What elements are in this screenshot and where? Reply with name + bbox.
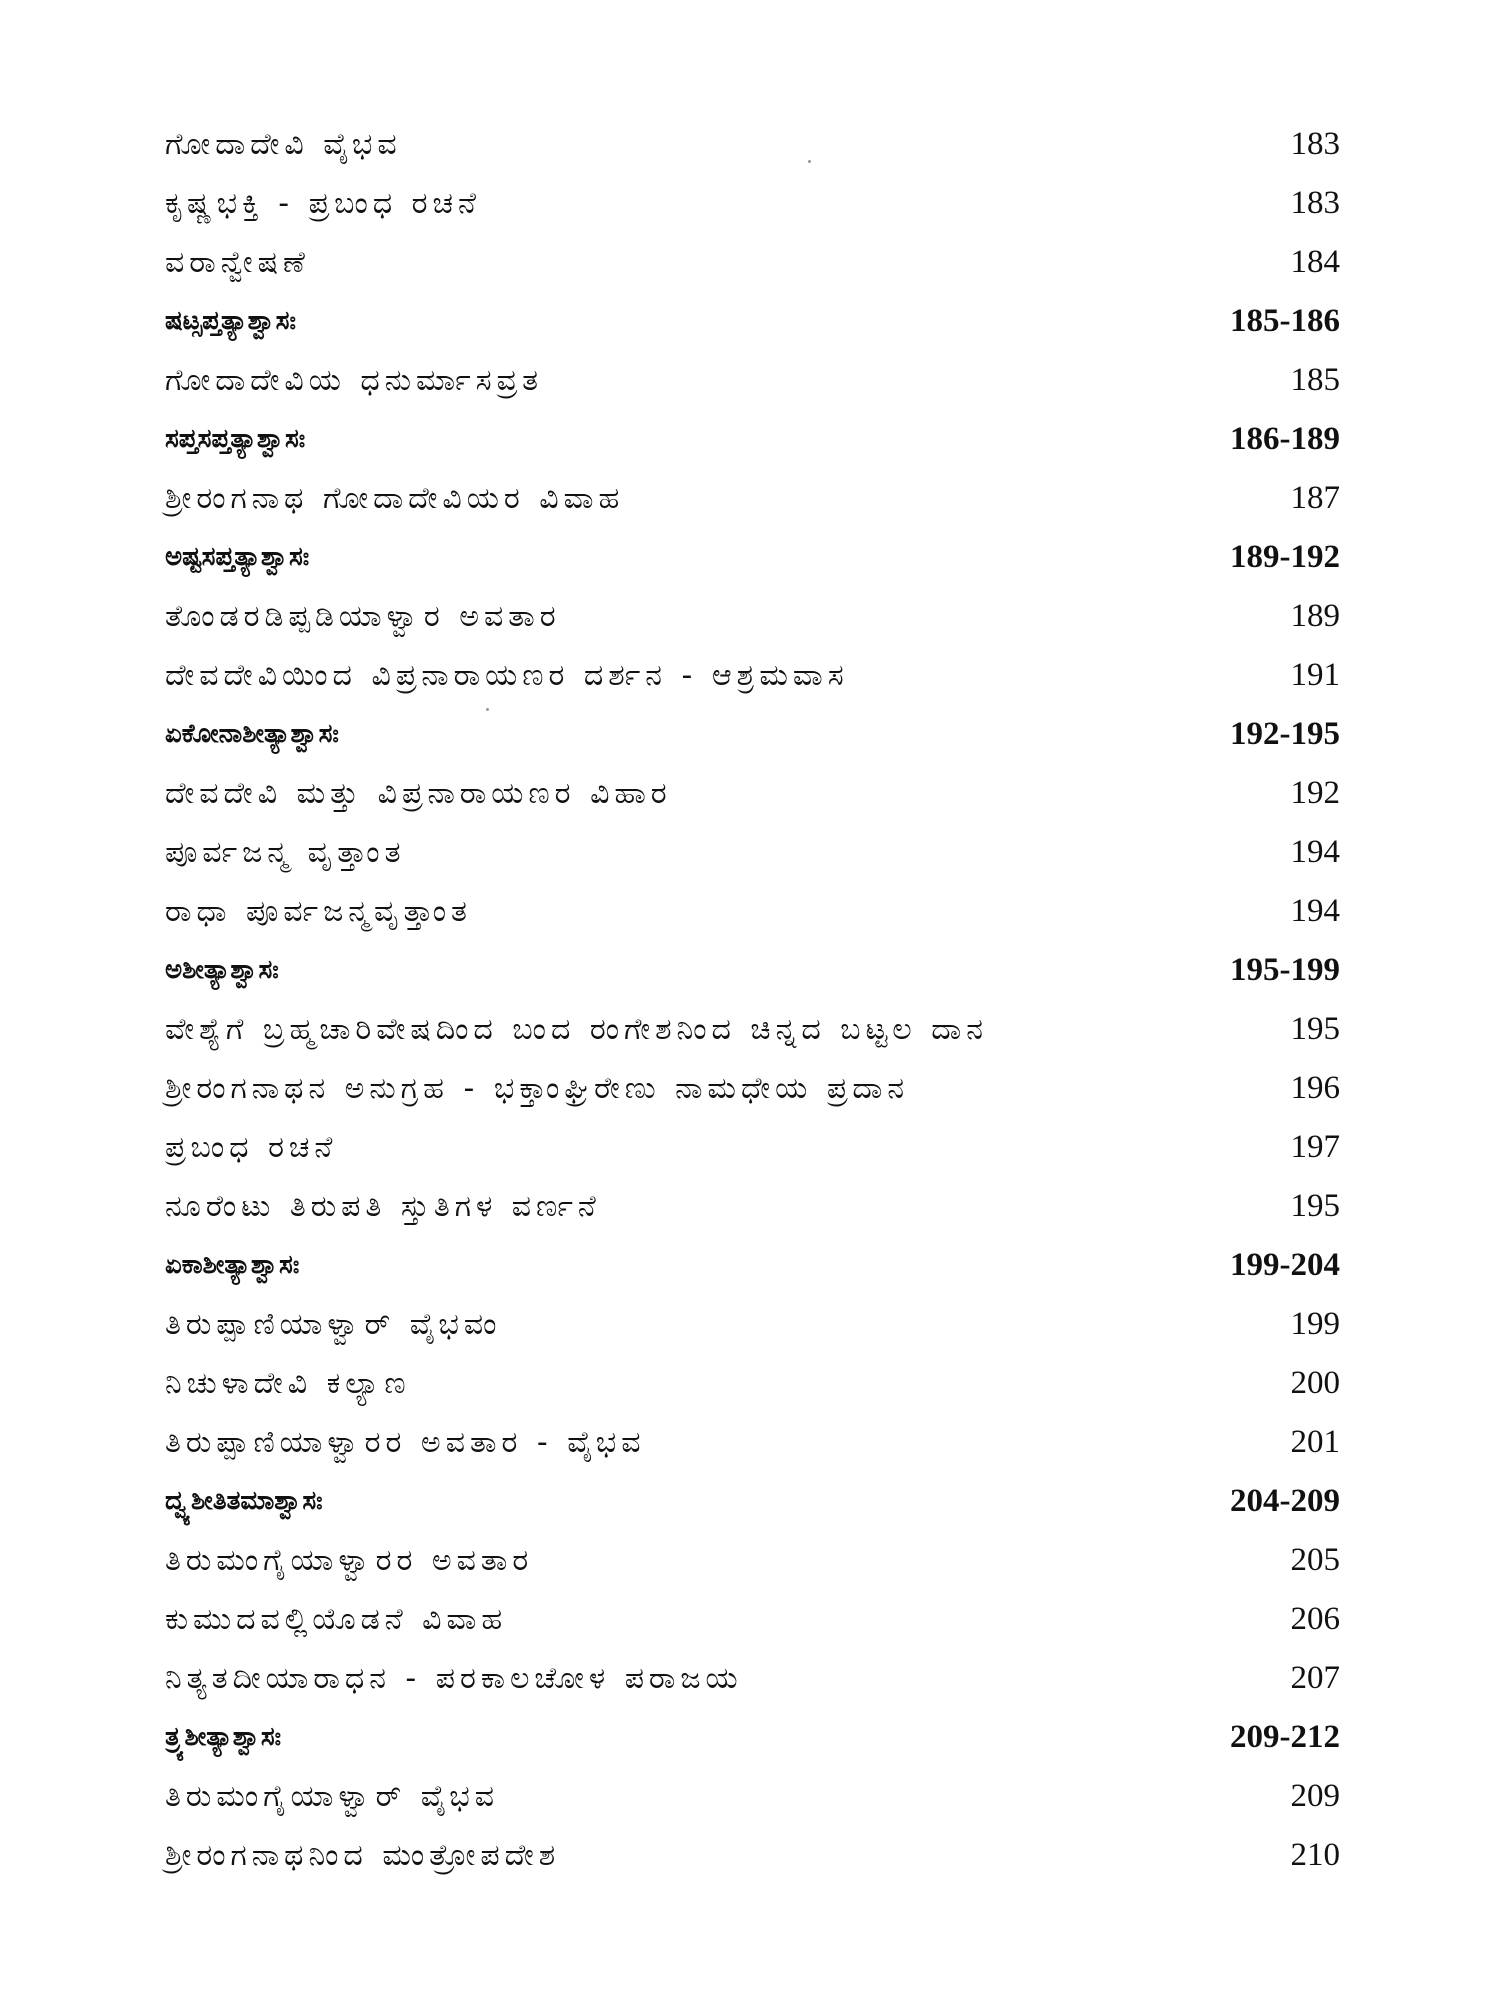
entry-title: ತಿರುಮಂಗೈಯಾಳ್ವಾರ್ ವೈಭವ bbox=[165, 1779, 500, 1814]
entry-page-number: 195 bbox=[1290, 1188, 1340, 1224]
toc-section-heading bbox=[165, 941, 1340, 1000]
entry-title: ಪ್ರಬಂಧ ರಚನೆ bbox=[165, 1130, 338, 1165]
entry-page-number: 200 bbox=[1290, 1365, 1340, 1401]
section-title: ಸಪ್ತಸಪ್ತತ್ಯಾಶ್ವಾಸಃ bbox=[165, 424, 306, 454]
toc-entry bbox=[165, 882, 1340, 941]
entry-page-number: 187 bbox=[1290, 480, 1340, 516]
entry-page-number: 197 bbox=[1290, 1129, 1340, 1165]
section-title: ಏಕೋನಾಶೀತ್ಯಾಶ್ವಾಸಃ bbox=[165, 719, 339, 749]
entry-title: ತಿರುಮಂಗೈಯಾಳ್ವಾರರ ಅವತಾರ bbox=[165, 1543, 534, 1578]
entry-page-number: 189 bbox=[1290, 598, 1340, 634]
entry-page-number: 195 bbox=[1290, 1011, 1340, 1047]
toc-entry bbox=[165, 1295, 1340, 1354]
entry-title: ಕುಮುದವಲ್ಲಿಯೊಡನೆ ವಿವಾಹ bbox=[165, 1602, 508, 1637]
toc-entry bbox=[165, 1649, 1340, 1708]
toc-section-heading bbox=[165, 528, 1340, 587]
entry-page-number: 194 bbox=[1290, 834, 1340, 870]
toc-section-heading bbox=[165, 410, 1340, 469]
toc-section-heading bbox=[165, 1236, 1340, 1295]
toc-entry bbox=[165, 764, 1340, 823]
entry-page-number: 206 bbox=[1290, 1601, 1340, 1637]
toc-entry bbox=[165, 469, 1340, 528]
entry-page-number: 183 bbox=[1290, 126, 1340, 162]
toc-entry bbox=[165, 1826, 1340, 1885]
toc-section-heading bbox=[165, 1472, 1340, 1531]
toc-entry bbox=[165, 1354, 1340, 1413]
section-title: ದ್ವ್ಯಶೀತಿತಮಾಶ್ವಾಸಃ bbox=[165, 1486, 323, 1516]
toc-entry bbox=[165, 1590, 1340, 1649]
toc-section-heading bbox=[165, 1708, 1340, 1767]
entry-title: ದೇವದೇವಿ ಮತ್ತು ವಿಪ್ರನಾರಾಯಣರ ವಿಹಾರ bbox=[165, 776, 672, 811]
entry-page-number: 205 bbox=[1290, 1542, 1340, 1578]
entry-page-number: 191 bbox=[1290, 657, 1340, 693]
section-title: ತ್ರ್ಯಶೀತ್ಯಾಶ್ವಾಸಃ bbox=[165, 1722, 282, 1752]
section-page-range: 186-189 bbox=[1230, 421, 1340, 457]
section-page-range: 185-186 bbox=[1230, 303, 1340, 339]
entry-title: ತಿರುಪ್ಪಾಣಿಯಾಳ್ವಾರರ ಅವತಾರ - ವೈಭವ bbox=[165, 1425, 646, 1460]
entry-page-number: 201 bbox=[1290, 1424, 1340, 1460]
entry-title: ವರಾನ್ವೇಷಣೆ bbox=[165, 245, 310, 280]
section-page-range: 192-195 bbox=[1230, 716, 1340, 752]
section-title: ಏಕಾಶೀತ್ಯಾಶ್ವಾಸಃ bbox=[165, 1250, 300, 1280]
entry-title: ಗೋದಾದೇವಿ ವೈಭವ bbox=[165, 127, 402, 162]
section-page-range: 199-204 bbox=[1230, 1247, 1340, 1283]
entry-title: ನೂರೆಂಟು ತಿರುಪತಿ ಸ್ತುತಿಗಳ ವರ್ಣನೆ bbox=[165, 1189, 601, 1224]
toc-entry bbox=[165, 1000, 1340, 1059]
entry-title: ಗೋದಾದೇವಿಯ ಧನುರ್ಮಾಸವ್ರತ bbox=[165, 363, 544, 398]
entry-title: ವೇಶ್ಯೆಗೆ ಬ್ರಹ್ಮಚಾರಿವೇಷದಿಂದ ಬಂದ ರಂಗೇಶನಿಂದ ಚಿನ್ನದ ಬಟ್ಟಲ ದಾನ bbox=[165, 1012, 988, 1047]
entry-page-number: 192 bbox=[1290, 775, 1340, 811]
entry-page-number: 194 bbox=[1290, 893, 1340, 929]
entry-page-number: 210 bbox=[1290, 1837, 1340, 1873]
entry-title: ನಿಚುಳಾದೇವಿ ಕಲ್ಯಾಣ bbox=[165, 1366, 411, 1401]
toc-entry bbox=[165, 1413, 1340, 1472]
entry-page-number: 207 bbox=[1290, 1660, 1340, 1696]
section-title: ಅಷ್ಟಸಪ್ತತ್ಯಾಶ್ವಾಸಃ bbox=[165, 542, 310, 572]
entry-page-number: 209 bbox=[1290, 1778, 1340, 1814]
table-of-contents bbox=[165, 115, 1340, 1885]
toc-section-heading bbox=[165, 292, 1340, 351]
entry-title: ಶ್ರೀರಂಗನಾಥನಿಂದ ಮಂತ್ರೋಪದೇಶ bbox=[165, 1838, 561, 1873]
entry-title: ಕೃಷ್ಣಭಕ್ತಿ - ಪ್ರಬಂಧ ರಚನೆ bbox=[165, 186, 481, 221]
entry-page-number: 183 bbox=[1290, 185, 1340, 221]
section-page-range: 209-212 bbox=[1230, 1719, 1340, 1755]
entry-title: ತಿರುಪ್ಪಾಣಿಯಾಳ್ವಾರ್ ವೈಭವಂ bbox=[165, 1307, 502, 1342]
toc-section-heading bbox=[165, 705, 1340, 764]
toc-entry bbox=[165, 646, 1340, 705]
toc-entry bbox=[165, 587, 1340, 646]
entry-title: ನಿತ್ಯತದೀಯಾರಾಧನ - ಪರಕಾಲಚೋಳ ಪರಾಜಯ bbox=[165, 1661, 743, 1696]
entry-page-number: 199 bbox=[1290, 1306, 1340, 1342]
section-title: ಅಶೀತ್ಯಾಶ್ವಾಸಃ bbox=[165, 955, 279, 985]
toc-entry bbox=[165, 1059, 1340, 1118]
entry-page-number: 185 bbox=[1290, 362, 1340, 398]
toc-entry bbox=[165, 1177, 1340, 1236]
section-page-range: 195-199 bbox=[1230, 952, 1340, 988]
toc-entry bbox=[165, 174, 1340, 233]
toc-entry bbox=[165, 351, 1340, 410]
entry-page-number: 184 bbox=[1290, 244, 1340, 280]
entry-title: ಪೂರ್ವಜನ್ಮ ವೃತ್ತಾಂತ bbox=[165, 835, 406, 870]
section-page-range: 204-209 bbox=[1230, 1483, 1340, 1519]
toc-entry bbox=[165, 1531, 1340, 1590]
entry-title: ಶ್ರೀರಂಗನಾಥನ ಅನುಗ್ರಹ - ಭಕ್ತಾಂಘ್ರಿರೇಣು ನಾಮಧೇಯ ಪ್ರದಾನ bbox=[165, 1071, 910, 1106]
section-title: ಷಟ್ಸಪ್ತತ್ಯಾಶ್ವಾಸಃ bbox=[165, 306, 296, 336]
toc-entry bbox=[165, 115, 1340, 174]
toc-entry bbox=[165, 1118, 1340, 1177]
toc-entry bbox=[165, 233, 1340, 292]
entry-title: ಶ್ರೀರಂಗನಾಥ ಗೋದಾದೇವಿಯರ ವಿವಾಹ bbox=[165, 481, 625, 516]
entry-page-number: 196 bbox=[1290, 1070, 1340, 1106]
toc-entry bbox=[165, 823, 1340, 882]
entry-title: ತೊಂಡರಡಿಪ್ಪಡಿಯಾಳ್ವಾರ ಅವತಾರ bbox=[165, 599, 561, 634]
section-page-range: 189-192 bbox=[1230, 539, 1340, 575]
entry-title: ರಾಧಾ ಪೂರ್ವಜನ್ಮವೃತ್ತಾಂತ bbox=[165, 894, 472, 929]
entry-title: ದೇವದೇವಿಯಿಂದ ವಿಪ್ರನಾರಾಯಣರ ದರ್ಶನ - ಆಶ್ರಮವಾಸ bbox=[165, 658, 849, 693]
toc-entry bbox=[165, 1767, 1340, 1826]
